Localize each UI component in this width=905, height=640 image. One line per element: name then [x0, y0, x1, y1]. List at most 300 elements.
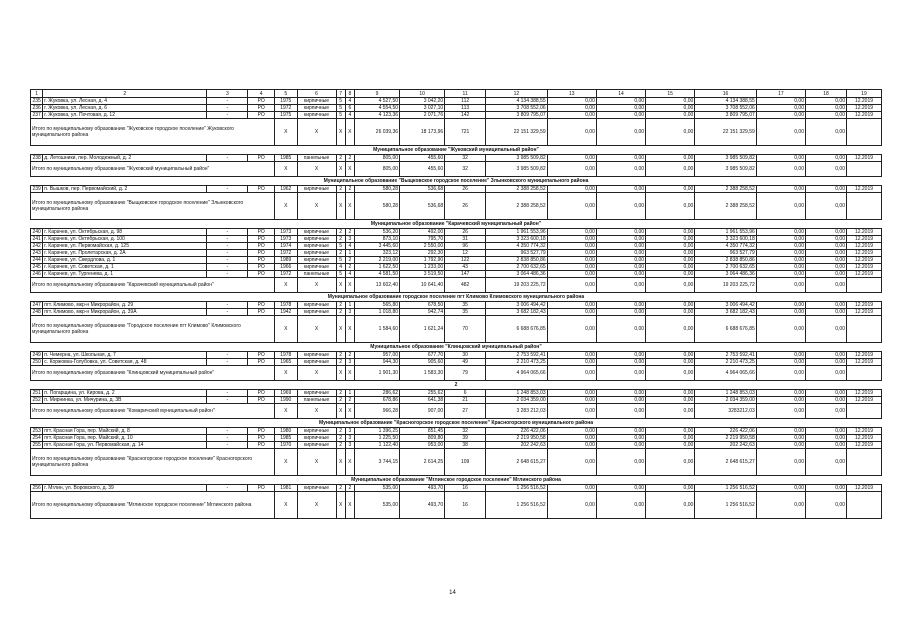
- table-cell: РО: [248, 390, 275, 397]
- table-cell: 0,00: [756, 485, 805, 492]
- subtotal-cell: 0,00: [806, 366, 847, 381]
- subtotal-cell: 0,00: [806, 316, 847, 343]
- subtotal-cell: [847, 162, 882, 177]
- table-cell: 0,00: [596, 105, 645, 112]
- table-cell: РО: [248, 236, 275, 243]
- subtotal-row: [31, 119, 882, 146]
- table-cell: 957,00: [354, 352, 399, 359]
- subtotal-row: [31, 193, 882, 220]
- table-cell: 2 550,00: [400, 243, 445, 250]
- table-cell: 2 219 950,58: [695, 435, 757, 442]
- table-cell: 2: [336, 397, 345, 404]
- table-cell: 250: [32, 359, 41, 365]
- table-cell: 0,00: [547, 257, 596, 264]
- table-cell: 0,00: [596, 428, 645, 435]
- subtotal-cell: 1 901,30: [354, 366, 399, 381]
- subtotal-label: Итого по муниципальному образованию "Жуковский муниципальный район": [31, 162, 275, 177]
- table-cell: 678,86: [354, 397, 399, 404]
- subtotal-cell: 0,00: [547, 193, 596, 220]
- table-cell: 4 581,50: [354, 271, 399, 278]
- table-cell: п. Чемерна, ул. Школьная, д. 7: [43, 352, 207, 359]
- subtotal-cell: 0,00: [596, 449, 645, 476]
- table-cell: 0,00: [596, 236, 645, 243]
- table-cell: 0,00: [547, 250, 596, 257]
- table-cell: 1978: [275, 302, 298, 309]
- table-cell: 0,00: [596, 309, 645, 316]
- subtotal-cell: 6 688 676,85: [486, 316, 548, 343]
- subtotal-cell: X: [275, 449, 298, 476]
- subtotal-cell: [847, 404, 882, 419]
- table-cell: 809,80: [400, 435, 445, 442]
- table-cell: 0,00: [596, 243, 645, 250]
- table-cell: г. Карачев, ул. Тургенева, д. 1: [43, 271, 207, 278]
- table-cell: 2: [336, 186, 345, 193]
- subtotal-cell: 580,28: [354, 193, 399, 220]
- table-cell: РО: [248, 250, 275, 257]
- table-cell: 0,00: [646, 352, 695, 359]
- subtotal-cell: 805,00: [354, 162, 399, 177]
- table-cell: кирпичные: [297, 236, 336, 243]
- table-cell: г. Жуковка, ул. Лесная, д. 6: [43, 105, 207, 112]
- table-cell: 1: [345, 250, 354, 257]
- table-row: [31, 271, 882, 278]
- table-cell: 12.2019: [847, 105, 882, 112]
- subtotal-cell: 455,60: [400, 162, 445, 177]
- table-cell: 0,00: [646, 442, 695, 449]
- table-cell: -: [207, 186, 248, 193]
- table-cell: 2: [345, 229, 354, 236]
- table-cell: 21: [445, 397, 486, 404]
- subtotal-cell: 10 641,40: [400, 278, 445, 293]
- subtotal-label: Итого по муниципальному образованию "Карачевский муниципальный район": [31, 278, 275, 293]
- table-row: [31, 428, 882, 435]
- subtotal-cell: 0,00: [596, 316, 645, 343]
- table-cell: 536,68: [400, 186, 445, 193]
- subtotal-cell: 2 648 615,27: [695, 449, 757, 476]
- subtotal-cell: X: [345, 162, 354, 177]
- subtotal-label: Итого по муниципальному образованию "Клинцовский муниципальный район": [31, 366, 275, 381]
- table-cell: 0,00: [806, 428, 847, 435]
- table-cell: 0,00: [596, 112, 645, 119]
- table-cell: 30: [445, 352, 486, 359]
- table-cell: -: [207, 271, 248, 278]
- page-number: 14: [449, 590, 456, 596]
- table-cell: 1 233,00: [400, 264, 445, 271]
- table-cell: 1 256 516,52: [695, 485, 757, 492]
- subtotal-label: Итого по муниципальному образованию "Красногорское городское поселение" Красногорского муниципального района: [31, 449, 275, 476]
- table-cell: 5: [336, 112, 345, 119]
- table-cell: 0,00: [596, 435, 645, 442]
- subtotal-cell: 2 388 258,52: [486, 193, 548, 220]
- table-cell: 2 388 258,52: [486, 186, 548, 193]
- table-cell: -: [207, 264, 248, 271]
- header-cell: 5: [275, 90, 298, 98]
- table-cell: 0,00: [547, 435, 596, 442]
- table-cell: 1 248 853,03: [486, 390, 548, 397]
- subtotal-row: [31, 278, 882, 293]
- table-cell: 243: [32, 250, 41, 256]
- header-cell: 14: [596, 90, 645, 98]
- table-cell: 12.2019: [847, 435, 882, 442]
- table-cell: 2 071,76: [400, 112, 445, 119]
- header-row: [31, 90, 882, 98]
- subtotal-cell: 0,00: [756, 449, 805, 476]
- subtotal-cell: 0,00: [646, 492, 695, 519]
- table-cell: 3 445,60: [354, 243, 399, 250]
- table-cell: 0,00: [646, 155, 695, 162]
- table-cell: 0,00: [646, 229, 695, 236]
- table-cell: 239: [32, 186, 41, 192]
- municipality-heading-row: [31, 146, 882, 155]
- subtotal-cell: 0,00: [596, 278, 645, 293]
- table-cell: 1: [345, 302, 354, 309]
- subtotal-cell: 19 203 225,72: [486, 278, 548, 293]
- table-cell: 5: [336, 105, 345, 112]
- table-cell: 1970: [275, 442, 298, 449]
- subtotal-cell: 0,00: [547, 404, 596, 419]
- table-cell: 0,00: [756, 250, 805, 257]
- table-cell: 202 242,63: [695, 442, 757, 449]
- table-cell: 0,00: [547, 309, 596, 316]
- subtotal-cell: 0,00: [646, 449, 695, 476]
- table-cell: -: [207, 359, 248, 366]
- table-cell: 3 027,10: [400, 105, 445, 112]
- table-cell: панельные: [297, 271, 336, 278]
- header-cell: 15: [646, 90, 695, 98]
- subtotal-cell: [847, 492, 882, 519]
- table-cell: 2 838 850,86: [695, 257, 757, 264]
- table-cell: -: [207, 250, 248, 257]
- table-cell: 0,00: [547, 186, 596, 193]
- table-cell: пгт. Красная Гора, пер. Майский, д. 10: [43, 435, 207, 442]
- table-cell: 4: [345, 271, 354, 278]
- table-cell: 1980: [275, 428, 298, 435]
- table-cell: 4 134 388,55: [486, 98, 548, 105]
- table-cell: -: [207, 229, 248, 236]
- table-cell: кирпичные: [297, 359, 336, 366]
- table-cell: 2 700 632,65: [695, 264, 757, 271]
- table-cell: 1966: [275, 264, 298, 271]
- subtotal-cell: 22 151 329,59: [695, 119, 757, 146]
- subtotal-cell: X: [336, 193, 345, 220]
- table-cell: 0,00: [646, 302, 695, 309]
- table-cell: 255: [32, 442, 41, 448]
- table-cell: -: [207, 390, 248, 397]
- subtotal-label: Итого по муниципальному образованию "Выщковское городское поселение" Злынковского муниципального района: [31, 193, 275, 220]
- subtotal-cell: X: [345, 119, 354, 146]
- table-cell: 226 422,06: [486, 428, 548, 435]
- subtotal-cell: 0,00: [646, 404, 695, 419]
- table-cell: 0,00: [806, 359, 847, 366]
- table-cell: 0,00: [547, 105, 596, 112]
- table-cell: 1975: [275, 98, 298, 105]
- table-cell: 0,00: [806, 243, 847, 250]
- subtotal-cell: 27: [445, 404, 486, 419]
- table-cell: -: [207, 397, 248, 404]
- table-cell: РО: [248, 243, 275, 250]
- subtotal-cell: X: [297, 119, 336, 146]
- subtotal-cell: [847, 366, 882, 381]
- table-cell: 286,62: [354, 390, 399, 397]
- table-cell: 3 042,20: [400, 98, 445, 105]
- table-cell: 0,00: [646, 236, 695, 243]
- table-row: [31, 257, 882, 264]
- table-cell: 32: [445, 428, 486, 435]
- table-cell: 535,00: [354, 485, 399, 492]
- table-cell: -: [207, 98, 248, 105]
- table-cell: 252: [32, 397, 41, 403]
- table-cell: 0,00: [547, 271, 596, 278]
- municipality-heading: Муниципальное образование "Жуковский муниципальный район": [31, 146, 882, 155]
- table-cell: 963 527,79: [486, 250, 548, 257]
- table-cell: 49: [445, 359, 486, 366]
- table-cell: 2: [345, 257, 354, 264]
- table-cell: 0,00: [806, 186, 847, 193]
- table-cell: п. Вышков, пер. Первомайский, д. 2: [43, 186, 207, 193]
- subtotal-cell: 0,00: [756, 366, 805, 381]
- header-cell: 16: [695, 90, 757, 98]
- municipality-heading: 2: [31, 381, 882, 390]
- subtotal-cell: 18 173,96: [400, 119, 445, 146]
- table-cell: 2: [336, 428, 345, 435]
- table-cell: 3 682 182,43: [695, 309, 757, 316]
- subtotal-cell: [847, 278, 882, 293]
- table-row: [31, 243, 882, 250]
- table-cell: 0,00: [596, 186, 645, 193]
- table-cell: 0,00: [806, 112, 847, 119]
- table-cell: 0,00: [547, 302, 596, 309]
- table-cell: 3: [345, 435, 354, 442]
- table-cell: 493,70: [400, 485, 445, 492]
- municipality-heading: Муниципальное образование "Красногорское городское поселение" Красногорского муниципального района: [31, 419, 882, 428]
- subtotal-cell: X: [297, 404, 336, 419]
- table-cell: 3 985 509,82: [695, 155, 757, 162]
- subtotal-cell: 13 602,40: [354, 278, 399, 293]
- table-cell: 0,00: [646, 112, 695, 119]
- subtotal-cell: 4 964 065,66: [695, 366, 757, 381]
- subtotal-cell: 0,00: [596, 366, 645, 381]
- table-cell: 0,00: [806, 397, 847, 404]
- subtotal-cell: 0,00: [596, 119, 645, 146]
- table-cell: кирпичные: [297, 302, 336, 309]
- table-cell: 3: [345, 309, 354, 316]
- header-cell: 19: [847, 90, 882, 98]
- subtotal-cell: X: [275, 119, 298, 146]
- table-cell: РО: [248, 186, 275, 193]
- table-cell: 2 034 359,00: [695, 397, 757, 404]
- table-cell: 0,00: [756, 155, 805, 162]
- table-cell: 12.2019: [847, 428, 882, 435]
- table-cell: 2: [345, 397, 354, 404]
- table-cell: 0,00: [806, 105, 847, 112]
- table-cell: 641,38: [400, 397, 445, 404]
- table-cell: 3: [345, 428, 354, 435]
- subtotal-cell: 0,00: [806, 193, 847, 220]
- table-cell: 147: [445, 271, 486, 278]
- table-cell: 963 527,79: [695, 250, 757, 257]
- table-cell: РО: [248, 105, 275, 112]
- table-cell: 1 622,50: [354, 264, 399, 271]
- subtotal-label: Итого по муниципальному образованию "Мглинское городское поселение" Мглинского района: [31, 492, 275, 519]
- table-cell: кирпичные: [297, 98, 336, 105]
- municipality-heading-row: [31, 343, 882, 352]
- subtotal-cell: 482: [445, 278, 486, 293]
- table-cell: кирпичные: [297, 186, 336, 193]
- table-cell: 0,00: [806, 352, 847, 359]
- table-row: [31, 105, 882, 112]
- table-cell: -: [207, 442, 248, 449]
- table-cell: 1969: [275, 390, 298, 397]
- table-cell: 0,00: [756, 112, 805, 119]
- table-cell: 678,50: [400, 302, 445, 309]
- table-cell: 12.2019: [847, 155, 882, 162]
- table-cell: 0,00: [806, 236, 847, 243]
- subtotal-cell: 907,00: [400, 404, 445, 419]
- subtotal-cell: 0,00: [596, 193, 645, 220]
- table-cell: 3 708 552,06: [695, 105, 757, 112]
- table-cell: РО: [248, 229, 275, 236]
- table-cell: 202 242,63: [486, 442, 548, 449]
- register-table: [30, 89, 882, 519]
- subtotal-cell: 0,00: [756, 316, 805, 343]
- table-cell: 2: [336, 352, 345, 359]
- table-row: [31, 309, 882, 316]
- table-cell: 12.2019: [847, 229, 882, 236]
- table-row: [31, 485, 882, 492]
- table-cell: 0,00: [596, 264, 645, 271]
- subtotal-cell: X: [345, 278, 354, 293]
- table-cell: 4 134 388,55: [695, 98, 757, 105]
- table-cell: 2: [336, 236, 345, 243]
- header-cell: 7: [336, 90, 345, 98]
- table-row: [31, 442, 882, 449]
- subtotal-cell: X: [336, 404, 345, 419]
- subtotal-cell: X: [297, 492, 336, 519]
- table-cell: 0,00: [547, 98, 596, 105]
- table-cell: 5: [336, 98, 345, 105]
- table-cell: кирпичные: [297, 390, 336, 397]
- table-cell: 3 809 795,07: [486, 112, 548, 119]
- header-cell: 13: [547, 90, 596, 98]
- subtotal-cell: 721: [445, 119, 486, 146]
- table-row: [31, 229, 882, 236]
- table-cell: д. Летошники, пер. Молодежный, д. 2: [43, 155, 207, 162]
- table-cell: 0,00: [547, 236, 596, 243]
- subtotal-cell: 0,00: [806, 162, 847, 177]
- header-cell: 6: [297, 90, 336, 98]
- subtotal-cell: 4 964 065,66: [486, 366, 548, 381]
- table-cell: кирпичные: [297, 428, 336, 435]
- table-cell: 1 256 516,52: [486, 485, 548, 492]
- table-cell: 0,00: [596, 390, 645, 397]
- table-cell: 0,00: [646, 271, 695, 278]
- subtotal-cell: X: [275, 366, 298, 381]
- table-cell: 1965: [275, 359, 298, 366]
- table-cell: 1972: [275, 250, 298, 257]
- subtotal-cell: X: [275, 162, 298, 177]
- subtotal-cell: 0,00: [756, 492, 805, 519]
- table-cell: кирпичные: [297, 250, 336, 257]
- table-cell: 12.2019: [847, 186, 882, 193]
- table-cell: -: [207, 352, 248, 359]
- table-cell: 0,00: [646, 309, 695, 316]
- table-cell: 0,00: [547, 229, 596, 236]
- subtotal-cell: X: [345, 404, 354, 419]
- header-cell: 9: [354, 90, 399, 98]
- table-cell: 1985: [275, 155, 298, 162]
- table-cell: 248: [32, 309, 41, 315]
- subtotal-cell: X: [297, 316, 336, 343]
- table-cell: кирпичные: [297, 229, 336, 236]
- subtotal-cell: 3 744,15: [354, 449, 399, 476]
- table-cell: 0,00: [756, 98, 805, 105]
- table-cell: 26: [445, 186, 486, 193]
- table-row: [31, 352, 882, 359]
- table-cell: 0,00: [547, 352, 596, 359]
- table-cell: РО: [248, 264, 275, 271]
- table-cell: 0,00: [806, 264, 847, 271]
- table-cell: 323,12: [354, 250, 399, 257]
- table-cell: 2: [336, 359, 345, 366]
- municipality-heading-row: [31, 381, 882, 390]
- table-cell: 12.2019: [847, 271, 882, 278]
- subtotal-cell: 0,00: [646, 193, 695, 220]
- subtotal-row: [31, 404, 882, 419]
- table-row: [31, 359, 882, 366]
- table-cell: кирпичные: [297, 257, 336, 264]
- municipality-heading: Муниципальное образование "Карачевский муниципальный район": [31, 220, 882, 229]
- table-cell: 39: [445, 435, 486, 442]
- municipality-heading-row: [31, 293, 882, 302]
- table-cell: 0,00: [756, 390, 805, 397]
- table-cell: 492,00: [400, 229, 445, 236]
- subtotal-cell: 493,70: [400, 492, 445, 519]
- subtotal-cell: 22 151 329,59: [486, 119, 548, 146]
- table-cell: 1 961 553,96: [695, 229, 757, 236]
- table-cell: 32: [445, 155, 486, 162]
- subtotal-cell: 6 688 676,85: [695, 316, 757, 343]
- table-cell: 1 225,50: [354, 435, 399, 442]
- table-cell: 12.2019: [847, 352, 882, 359]
- subtotal-cell: [847, 449, 882, 476]
- table-cell: 0,00: [596, 155, 645, 162]
- table-cell: -: [207, 257, 248, 264]
- table-cell: 1973: [275, 236, 298, 243]
- table-cell: -: [207, 435, 248, 442]
- table-cell: 851,45: [400, 428, 445, 435]
- table-cell: 3: [345, 236, 354, 243]
- table-cell: кирпичные: [297, 442, 336, 449]
- subtotal-cell: 3283212,03: [695, 404, 757, 419]
- table-cell: г. Карачев, ул. Свердлова, д. 1: [43, 257, 207, 264]
- table-cell: РО: [248, 435, 275, 442]
- table-cell: -: [207, 428, 248, 435]
- table-cell: 3 323 600,18: [486, 236, 548, 243]
- table-cell: 253: [32, 428, 41, 434]
- table-cell: 4 554,50: [354, 105, 399, 112]
- subtotal-row: [31, 449, 882, 476]
- subtotal-cell: 1 256 516,52: [486, 492, 548, 519]
- table-cell: панельные: [297, 155, 336, 162]
- subtotal-cell: X: [297, 366, 336, 381]
- table-cell: с. Коржовка-Голубовка, ул. Советская, д. 48: [43, 359, 207, 366]
- table-cell: 0,00: [806, 435, 847, 442]
- table-cell: 238: [32, 155, 41, 161]
- table-cell: пгт. Красная Гора, ул. Первомайская, д. 14: [43, 442, 207, 449]
- subtotal-cell: 0,00: [646, 278, 695, 293]
- table-cell: 1 792,90: [400, 257, 445, 264]
- table-cell: 0,00: [547, 264, 596, 271]
